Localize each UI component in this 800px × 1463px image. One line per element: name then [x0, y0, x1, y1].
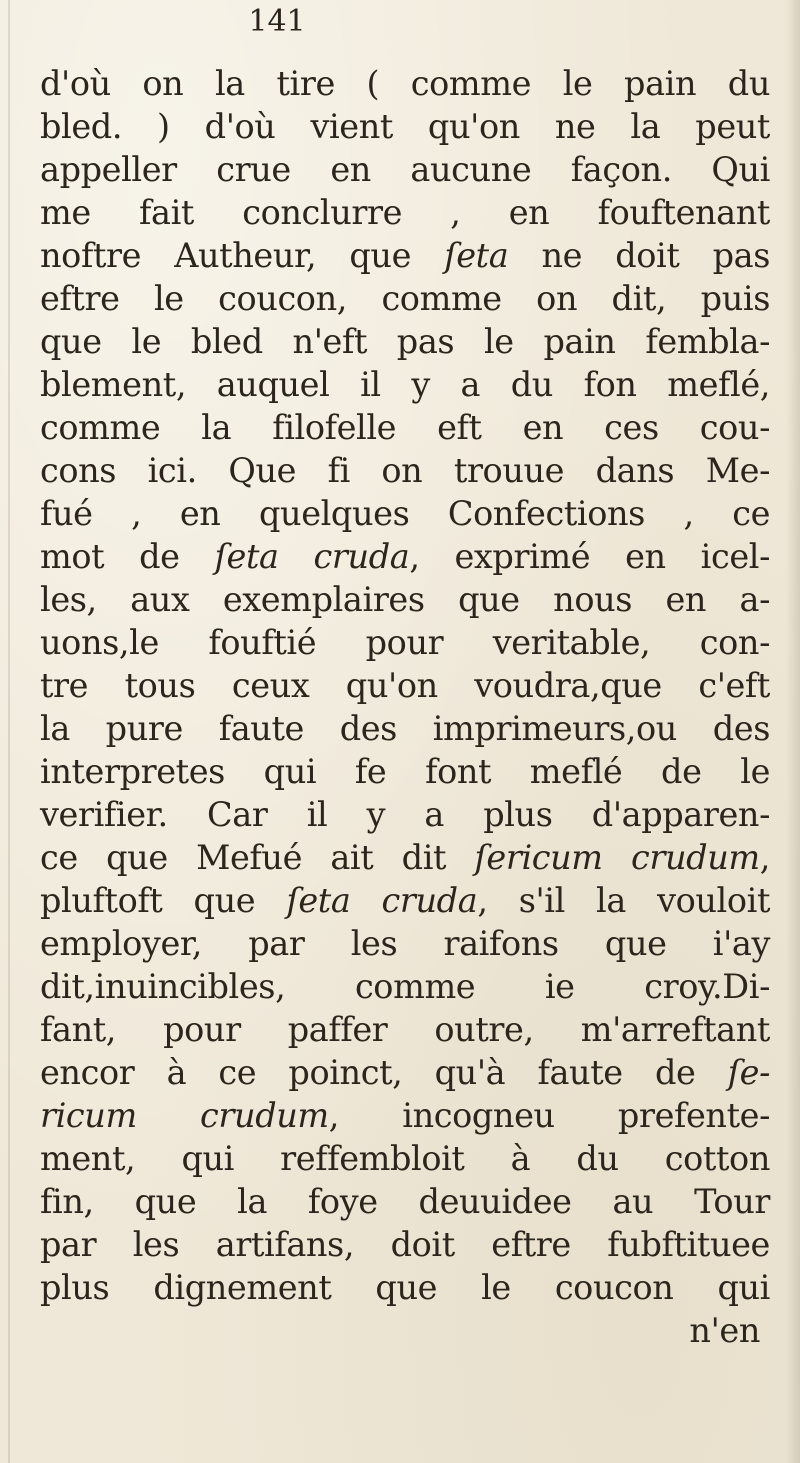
- text-line: [40, 277, 770, 320]
- text-line: [40, 105, 770, 148]
- text-line: [40, 1008, 770, 1051]
- text-line: [40, 535, 770, 578]
- italic-text: ſeta: [444, 236, 509, 275]
- text-segment: blement, auquel il y a du fon meflé,: [40, 365, 770, 404]
- text-segment: ment, qui reffembloit à du cotton: [40, 1139, 770, 1178]
- text-line: [40, 1051, 770, 1094]
- italic-text: ſeta cruda: [286, 881, 478, 920]
- page-edge-shadow: [8, 0, 10, 1463]
- text-line: [40, 1180, 770, 1223]
- text-line: [40, 449, 770, 492]
- italic-text: ſericum crudum: [474, 838, 760, 877]
- page-right-edge: [786, 0, 800, 1463]
- text-line: [40, 1137, 770, 1180]
- text-line: [40, 836, 770, 879]
- text-segment: ne doit pas: [508, 236, 770, 275]
- text-segment: par les artifans, doit eftre fubftituee: [40, 1225, 770, 1264]
- text-line: [40, 406, 770, 449]
- text-segment: appeller crue en aucune façon. Qui: [40, 150, 770, 189]
- text-segment: ,: [759, 838, 770, 877]
- text-segment: ce que Mefué ait dit: [40, 838, 475, 877]
- italic-text: ſe-: [727, 1053, 770, 1092]
- text-segment: fin, que la foye deuuidee au Tour: [40, 1182, 770, 1221]
- text-line: [40, 148, 770, 191]
- text-segment: d'où on la tire ( comme le pain du: [40, 64, 770, 103]
- text-segment: employer, par les raifons que i'ay: [40, 924, 770, 963]
- text-segment: comme la filofelle eft en ces cou-: [40, 408, 770, 447]
- text-segment: cons ici. Que fi on trouue dans Me-: [40, 451, 770, 490]
- page-number: 141: [248, 4, 306, 39]
- text-line: [40, 750, 770, 793]
- text-segment: plus dignement que le coucon qui: [40, 1268, 770, 1307]
- body-text: [40, 62, 770, 1352]
- text-segment: fué , en quelques Confections , ce: [40, 494, 770, 533]
- text-line: [40, 793, 770, 836]
- text-line: [40, 879, 770, 922]
- text-line: [40, 621, 770, 664]
- text-line: [40, 1094, 770, 1137]
- text-line: [40, 492, 770, 535]
- text-line: [40, 1266, 770, 1309]
- text-segment: tre tous ceux qu'on voudra,que c'eft: [40, 666, 770, 705]
- text-segment: verifier. Car il y a plus d'apparen-: [40, 795, 770, 834]
- text-segment: bled. ) d'où vient qu'on ne la peut: [40, 107, 770, 146]
- text-line: [40, 965, 770, 1008]
- text-segment: me fait conclurre , en fouftenant: [40, 193, 770, 232]
- text-line: [40, 234, 770, 277]
- text-segment: , s'il la vouloit: [477, 881, 771, 920]
- text-segment: que le bled n'eft pas le pain fembla-: [40, 322, 770, 361]
- italic-text: ricum crudum: [40, 1096, 329, 1135]
- text-segment: encor à ce poinct, qu'à faute de: [40, 1053, 728, 1092]
- text-segment: la pure faute des imprimeurs,ou des: [40, 709, 770, 748]
- text-line: [40, 62, 770, 105]
- text-line: [40, 363, 770, 406]
- italic-text: ſeta cruda: [214, 537, 410, 576]
- text-segment: fant, pour paffer outre, m'arreftant: [40, 1010, 770, 1049]
- text-segment: uons,le fouftié pour veritable, con-: [40, 623, 770, 662]
- text-line: [40, 707, 770, 750]
- text-line: [40, 1223, 770, 1266]
- text-line: [40, 1309, 770, 1352]
- text-segment: dit,inuincibles, comme ie croy.Di-: [40, 967, 770, 1006]
- text-segment: , exprimé en icel-: [409, 537, 770, 576]
- text-segment: noftre Autheur, que: [40, 236, 445, 275]
- text-line: [40, 578, 770, 621]
- text-line: [40, 922, 770, 965]
- text-line: [40, 191, 770, 234]
- text-segment: eftre le coucon, comme on dit, puis: [40, 279, 770, 318]
- text-line: [40, 664, 770, 707]
- text-segment: interpretes qui fe font meflé de le: [40, 752, 770, 791]
- text-segment: n'en: [689, 1311, 760, 1350]
- text-segment: , incogneu prefente-: [328, 1096, 771, 1135]
- text-segment: mot de: [40, 537, 215, 576]
- text-line: [40, 320, 770, 363]
- text-segment: les, aux exemplaires que nous en a-: [40, 580, 770, 619]
- text-segment: pluftoft que: [40, 881, 287, 920]
